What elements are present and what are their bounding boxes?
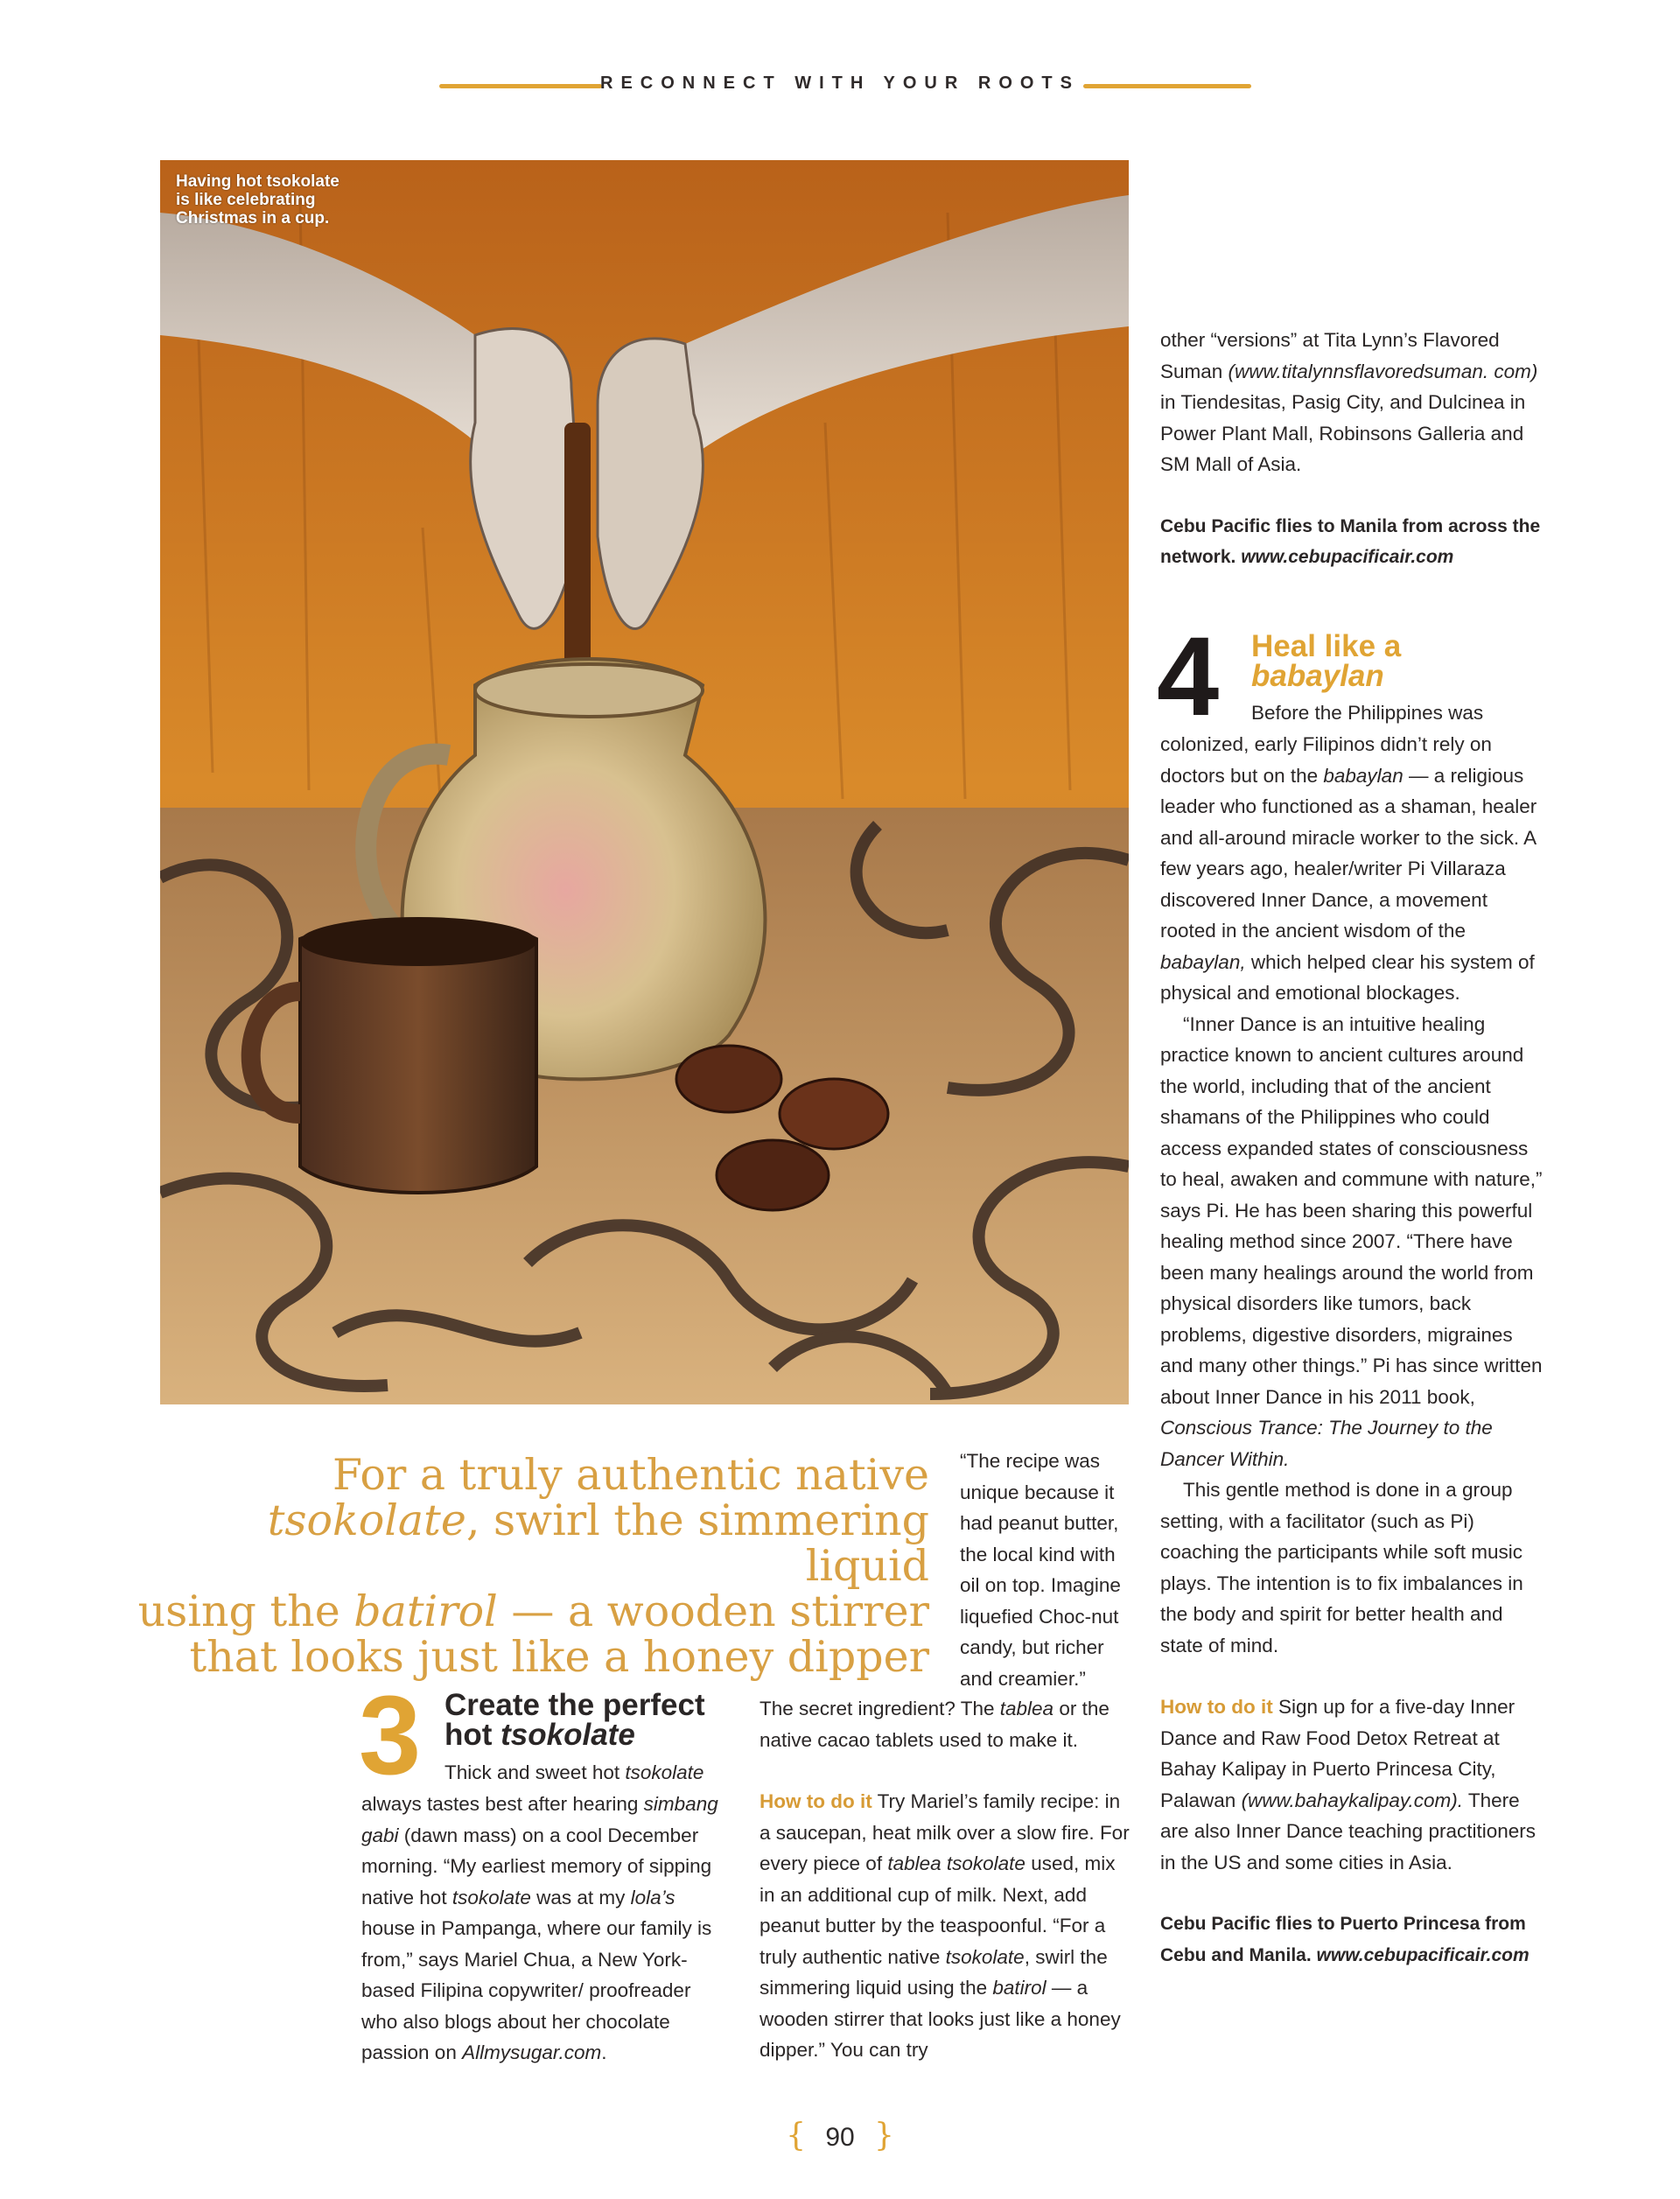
running-head — [0, 63, 1680, 107]
puerto-princesa-flights-note: Cebu Pacific flies to Puerto Princesa from Cebu and Manila. www.cebupacificair.com — [1160, 1914, 1530, 1965]
section-4-number: 4 — [1157, 614, 1220, 739]
section-3-middle-column: The secret ingredient? The tablea or the native cacao tablets used to make it. How to do it Try Mariel’s family recipe: in a saucepan, heat milk over a slow fire. For every piece of tablea tsokolate used, mix in an additional cup of milk. Next, add peanut butter by the teaspoonful. “For a truly authentic native tsokolate, swirl the simmering liquid using the batirol — a wooden stirrer that looks just like a honey dipper.” You can try — [760, 1698, 1130, 2061]
section-4-first-line: Before the Philippines was — [1251, 702, 1484, 724]
illustration-art — [160, 160, 1129, 1404]
section-4-body: colonized, early Filipinos didn’t rely on doctors but on the babaylan — a religious leader who functioned as a shaman, healer and all-around miracle worker to the sick. A few years ago, healer/writer Pi Villaraza discovered Inner Dance, a movement rooted in the ancient wisdom of the babaylan, which helped clear his system of physical and emotional blockages. “Inner Dance is an intuitive healing practice known to ancient cultures around the world, including that of the ancient shamans of the Philippines who could access expanded states of consciousness to heal, awaken and commune with nature,” says Pi. He has been sharing this powerful healing method since 2007. “There have been many healings around the world from physical disorders like tumors, back problems, digestive disorders, migraines and many other things.” Pi has since written about Inner Dance in his 2011 book, Conscious Trance: The Journey to the Dancer Within. This gentle method is done in a group setting, with a facilitator (such as Pi) coaching the participants while soft music plays. The intention is to fix imbalances in the body and spirit for better health and state of mind. How to do it Sign up for a five-day Inner Dance and Raw Food Detox Retreat at Bahay Kalipay in Puerto Princesa City, Palawan (www.bahaykalipay.com). There are also Inner Dance teaching practitioners in the US and some cities in Asia. Cebu Pacific flies to Puerto Princesa from Cebu and Manila. www.cebupacificair.com — [1160, 729, 1545, 1971]
section-3-paragraph: always tastes best after hearing simbang gabi (dawn mass) on a cool December morning. “My earliest memory of sipping native hot tsokolate was at my lola’s house in Pampanga, where our family is from,” says Mariel Chua, a New York-based Filipina copywriter/ proofreader who also blogs about her chocolate passion on Allmysugar.com. — [361, 1793, 718, 2063]
how-to-label: How to do it — [760, 1790, 872, 1812]
header-rule-right — [1083, 84, 1251, 88]
pull-quote: For a truly authentic native tsokolate, swirl the simmering liquid using the batirol — a wooden stirrer that looks just like a honey dipper — [137, 1450, 929, 1682]
section-4-title: Heal like a babaylan — [1251, 629, 1402, 693]
page-number: { 90 } — [786, 2118, 894, 2153]
manila-flights-note: Cebu Pacific flies to Manila from across the network. www.cebupacificair.com — [1160, 515, 1541, 567]
section-3-title: Create the perfect hot tsokolate — [444, 1688, 705, 1752]
tsokolate-illustration — [160, 160, 1129, 1404]
recipe-quote: “The recipe was unique because it had peanut butter, the local kind with oil on top. Imagine liquefied Choc-nut candy, but richer and creamier.” — [960, 1450, 1121, 1690]
right-column-continuation: other “versions” at Tita Lynn’s Flavored Suman (www.titalynnsflavoredsuman. com) in Tiendesitas, Pasig City, and Dulcinea in Power Plant Mall, Robinsons Galleria and SM Mall of Asia. Cebu Pacific flies to Manila from across the network. www.cebupacificair.com — [1160, 325, 1545, 573]
photo-caption: Having hot tsokolate is like celebrating Christmas in a cup. — [176, 172, 340, 228]
running-title: RECONNECT WITH YOUR ROOTS — [600, 74, 1080, 93]
section-3-first-line: Thick and sweet hot tsokolate — [444, 1761, 704, 1783]
how-to-label: How to do it — [1160, 1696, 1273, 1718]
section-3-number: 3 — [359, 1673, 422, 1798]
